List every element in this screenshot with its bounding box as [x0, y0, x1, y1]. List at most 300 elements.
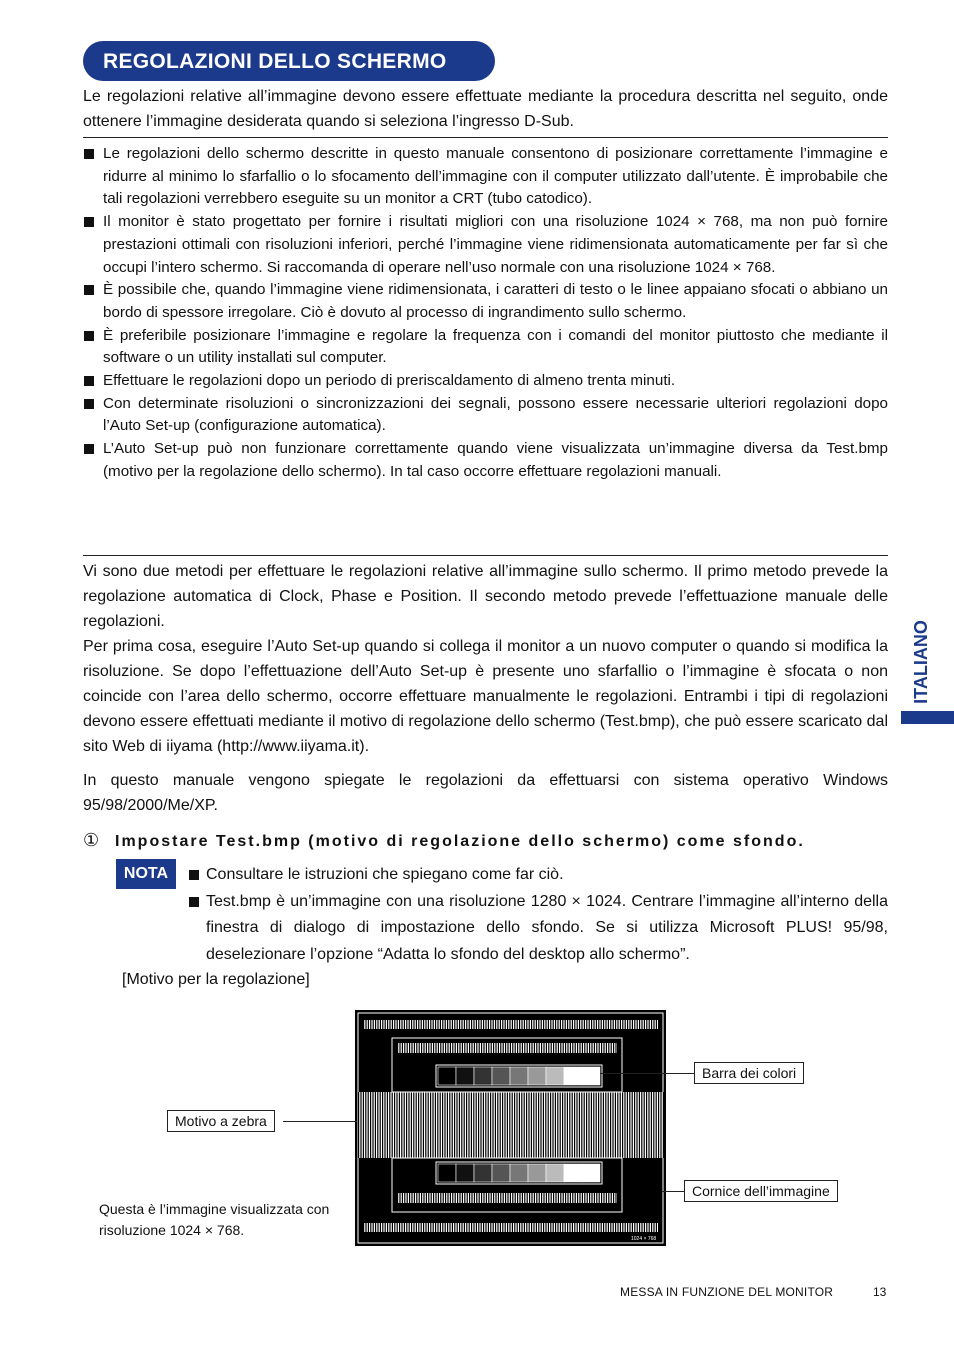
- zebra-line: [524, 1043, 525, 1053]
- zebra-line: [486, 1043, 487, 1053]
- zebra-line: [495, 1043, 496, 1053]
- zebra-line: [387, 1223, 388, 1232]
- zebra-line: [438, 1043, 439, 1053]
- zebra-line: [392, 1223, 393, 1232]
- zebra-line: [634, 1223, 635, 1232]
- top-divider: [83, 137, 888, 138]
- zebra-line: [536, 1092, 537, 1158]
- zebra-line: [593, 1092, 594, 1158]
- color-bar-swatch: [582, 1164, 600, 1182]
- zebra-line: [495, 1193, 496, 1203]
- zebra-line: [562, 1020, 563, 1029]
- zebra-line: [558, 1193, 559, 1203]
- zebra-line: [404, 1043, 405, 1053]
- zebra-line: [546, 1193, 547, 1203]
- zebra-line: [553, 1193, 554, 1203]
- zebra-line: [498, 1193, 499, 1203]
- zebra-line: [368, 1092, 369, 1158]
- zebra-line: [440, 1092, 441, 1158]
- zebra-line: [507, 1020, 508, 1029]
- zebra-line: [490, 1223, 491, 1232]
- zebra-line: [557, 1092, 558, 1158]
- zebra-line: [474, 1043, 475, 1053]
- zebra-line: [541, 1223, 542, 1232]
- zebra-line: [603, 1020, 604, 1029]
- zebra-line: [440, 1043, 441, 1053]
- zebra-line: [457, 1043, 458, 1053]
- zebra-line: [452, 1193, 453, 1203]
- zebra-line: [553, 1020, 554, 1029]
- zebra-line: [481, 1043, 482, 1053]
- zebra-line: [615, 1223, 616, 1232]
- zebra-line: [428, 1043, 429, 1053]
- zebra-line: [483, 1193, 484, 1203]
- zebra-line: [529, 1043, 530, 1053]
- zebra-line: [608, 1193, 609, 1203]
- zebra-line: [431, 1193, 432, 1203]
- zebra-line: [404, 1020, 405, 1029]
- zebra-line: [612, 1092, 613, 1158]
- zebra-line: [512, 1092, 513, 1158]
- zebra-line: [510, 1193, 511, 1203]
- zebra-line: [413, 1092, 414, 1158]
- zebra-line: [483, 1020, 484, 1029]
- zebra-line: [397, 1193, 398, 1203]
- zebra-line: [505, 1223, 506, 1232]
- zebra-line: [646, 1020, 647, 1029]
- zebra-line: [404, 1092, 405, 1158]
- zebra-line: [389, 1223, 390, 1232]
- zebra-line: [536, 1020, 537, 1029]
- zebra-line: [624, 1092, 625, 1158]
- color-bar-swatch: [546, 1164, 564, 1182]
- zebra-line: [522, 1043, 523, 1053]
- step-text: Impostare Test.bmp (motivo di regolazione dello schermo) come sfondo.: [115, 833, 805, 850]
- zebra-line: [478, 1020, 479, 1029]
- zebra-line: [548, 1092, 549, 1158]
- zebra-line: [428, 1092, 429, 1158]
- zebra-line: [409, 1043, 410, 1053]
- zebra-line: [579, 1043, 580, 1053]
- zebra-line: [512, 1193, 513, 1203]
- zebra-line: [543, 1020, 544, 1029]
- zebra-line: [615, 1092, 616, 1158]
- zebra-line: [524, 1092, 525, 1158]
- zebra-line: [632, 1223, 633, 1232]
- zebra-line: [555, 1020, 556, 1029]
- zebra-line: [529, 1020, 530, 1029]
- zebra-line: [599, 1193, 600, 1203]
- zebra-line: [423, 1223, 424, 1232]
- zebra-line: [606, 1193, 607, 1203]
- zebra-line: [411, 1020, 412, 1029]
- zebra-line: [370, 1092, 371, 1158]
- zebra-line: [567, 1092, 568, 1158]
- zebra-line: [504, 1092, 505, 1158]
- zebra-line: [538, 1092, 539, 1158]
- zebra-line: [546, 1043, 547, 1053]
- zebra-line: [443, 1193, 444, 1203]
- zebra-line: [456, 1092, 457, 1158]
- test-pattern-image: [355, 1010, 666, 1246]
- zebra-line: [370, 1020, 371, 1029]
- zebra-line: [461, 1223, 462, 1232]
- zebra-line: [528, 1092, 529, 1158]
- nota-badge: NOTA: [116, 859, 176, 889]
- zebra-line: [646, 1092, 647, 1158]
- zebra-line: [399, 1223, 400, 1232]
- zebra-line: [545, 1223, 546, 1232]
- zebra-line: [625, 1223, 626, 1232]
- zebra-line: [464, 1092, 465, 1158]
- step-1: [83, 828, 903, 854]
- list-item: Con determinate risoluzioni o sincronizzazioni dei segnali, possono essere necessarie ulteriori regolazioni dopo l’Auto Set-up (configurazione automatica).: [83, 393, 888, 438]
- zebra-line: [394, 1092, 395, 1158]
- zebra-line: [394, 1223, 395, 1232]
- color-bar-swatch: [474, 1067, 492, 1085]
- zebra-line: [433, 1043, 434, 1053]
- zebra-line: [613, 1020, 614, 1029]
- zebra-line: [377, 1092, 378, 1158]
- zebra-line: [365, 1092, 366, 1158]
- zebra-line: [507, 1043, 508, 1053]
- zebra-line: [407, 1193, 408, 1203]
- color-bar-swatch: [456, 1067, 474, 1085]
- zebra-line: [397, 1223, 398, 1232]
- zebra-line: [591, 1043, 592, 1053]
- zebra-line: [531, 1043, 532, 1053]
- zebra-line: [404, 1193, 405, 1203]
- zebra-line: [505, 1020, 506, 1029]
- zebra-line: [447, 1092, 448, 1158]
- zebra-line: [567, 1193, 568, 1203]
- zebra-line: [425, 1092, 426, 1158]
- bottom-divider: [83, 555, 888, 556]
- zebra-line: [569, 1223, 570, 1232]
- zebra-line: [428, 1223, 429, 1232]
- zebra-line: [586, 1020, 587, 1029]
- zebra-line: [576, 1092, 577, 1158]
- zebra-line: [516, 1092, 517, 1158]
- zebra-line: [491, 1043, 492, 1053]
- zebra-line: [394, 1020, 395, 1029]
- zebra-line: [605, 1092, 606, 1158]
- zebra-line: [377, 1223, 378, 1232]
- zebra-line: [526, 1020, 527, 1029]
- zebra-line: [447, 1223, 448, 1232]
- zebra-line: [589, 1223, 590, 1232]
- zebra-line: [431, 1043, 432, 1053]
- zebra-line: [375, 1020, 376, 1029]
- zebra-line: [414, 1193, 415, 1203]
- zebra-line: [457, 1020, 458, 1029]
- zebra-line: [541, 1020, 542, 1029]
- zebra-line: [627, 1092, 628, 1158]
- zebra-line: [416, 1092, 417, 1158]
- zebra-line: [435, 1092, 436, 1158]
- language-tab-bar: [901, 711, 954, 724]
- zebra-line: [411, 1193, 412, 1203]
- zebra-line: [611, 1193, 612, 1203]
- color-bar-swatch: [492, 1164, 510, 1182]
- zebra-line: [555, 1092, 556, 1158]
- zebra-line: [402, 1043, 403, 1053]
- zebra-line: [567, 1020, 568, 1029]
- zebra-line: [641, 1020, 642, 1029]
- zebra-line: [634, 1020, 635, 1029]
- zebra-line: [440, 1223, 441, 1232]
- zebra-line: [548, 1020, 549, 1029]
- zebra-line: [423, 1043, 424, 1053]
- zebra-line: [389, 1092, 390, 1158]
- zebra-line: [601, 1223, 602, 1232]
- zebra-line: [457, 1193, 458, 1203]
- zebra-line: [613, 1223, 614, 1232]
- zebra-line: [521, 1223, 522, 1232]
- zebra-line: [575, 1043, 576, 1053]
- zebra-line: [432, 1092, 433, 1158]
- list-item: Le regolazioni dello schermo descritte in questo manuale consentono di posizionare correttamente l’immagine e ridurre al minimo lo sfarfallio o lo sfocamento dell’immagine con il computer utilizzato dall’utente. È improbabile che tali regolazioni verrebbero eseguite su un monitor a CRT (tubo catodico).: [83, 143, 888, 211]
- list-item: L’Auto Set-up può non funzionare correttamente quando viene visualizzata un’immagine diversa da Test.bmp (motivo per la regolazione dello schermo). In tal caso occorre effettuare regolazioni manuali.: [83, 438, 888, 483]
- zebra-line: [579, 1092, 580, 1158]
- zebra-line: [509, 1092, 510, 1158]
- zebra-line: [423, 1193, 424, 1203]
- footer-label: MESSA IN FUNZIONE DEL MONITOR: [620, 1285, 834, 1299]
- zebra-line: [545, 1092, 546, 1158]
- zebra-line: [562, 1223, 563, 1232]
- zebra-line: [531, 1223, 532, 1232]
- zebra-line: [598, 1223, 599, 1232]
- zebra-line: [401, 1020, 402, 1029]
- pattern-caption: [Motivo per la regolazione]: [122, 971, 310, 988]
- zebra-line: [519, 1043, 520, 1053]
- zebra-line: [509, 1223, 510, 1232]
- zebra-line: [459, 1092, 460, 1158]
- zebra-line: [639, 1092, 640, 1158]
- zebra-line: [560, 1092, 561, 1158]
- zebra-line: [519, 1020, 520, 1029]
- zebra-line: [416, 1193, 417, 1203]
- zebra-line: [548, 1223, 549, 1232]
- zebra-line: [452, 1223, 453, 1232]
- zebra-line: [567, 1043, 568, 1053]
- leader-color-bar: [600, 1073, 694, 1074]
- zebra-line: [459, 1043, 460, 1053]
- zebra-line: [514, 1020, 515, 1029]
- zebra-line: [466, 1223, 467, 1232]
- zebra-line: [577, 1193, 578, 1203]
- zebra-line: [596, 1092, 597, 1158]
- color-bar-bottom: [436, 1162, 602, 1184]
- zebra-line: [401, 1092, 402, 1158]
- zebra-line: [471, 1092, 472, 1158]
- zebra-line: [449, 1020, 450, 1029]
- zebra-line: [375, 1092, 376, 1158]
- zebra-line: [632, 1092, 633, 1158]
- leader-zebra: [283, 1121, 357, 1122]
- zebra-line: [442, 1020, 443, 1029]
- zebra-line: [594, 1193, 595, 1203]
- zebra-line: [550, 1092, 551, 1158]
- zebra-line: [587, 1193, 588, 1203]
- zebra-line: [553, 1223, 554, 1232]
- zebra-line: [589, 1020, 590, 1029]
- list-item: Effettuare le regolazioni dopo un periodo di preriscaldamento di almeno trenta minuti.: [83, 370, 888, 393]
- zebra-line: [603, 1043, 604, 1053]
- zebra-line: [421, 1223, 422, 1232]
- zebra-line: [629, 1092, 630, 1158]
- zebra-line: [500, 1193, 501, 1203]
- zebra-line: [531, 1193, 532, 1203]
- zebra-line: [510, 1043, 511, 1053]
- zebra-line: [536, 1193, 537, 1203]
- zebra-line: [418, 1223, 419, 1232]
- zebra-line: [382, 1092, 383, 1158]
- list-item: Test.bmp è un’immagine con una risoluzione 1280 × 1024. Centrare l’immagine all’interno della finestra di dialogo di impostazione dello sfondo. Se si utilizza Microsoft PLUS! 95/98, deselezionare l’opzione “Adatta lo sfondo del desktop allo schermo”.: [188, 889, 888, 969]
- zebra-line: [553, 1043, 554, 1053]
- zebra-line: [610, 1092, 611, 1158]
- zebra-line: [411, 1043, 412, 1053]
- zebra-line: [433, 1020, 434, 1029]
- zebra-line: [548, 1043, 549, 1053]
- zebra-line: [596, 1193, 597, 1203]
- zebra-line: [503, 1193, 504, 1203]
- zebra-line: [420, 1092, 421, 1158]
- zebra-pattern-middle: [358, 1092, 664, 1158]
- zebra-line: [454, 1223, 455, 1232]
- zebra-line: [651, 1092, 652, 1158]
- color-bar-swatch: [438, 1164, 456, 1182]
- zebra-line: [524, 1223, 525, 1232]
- zebra-line: [622, 1020, 623, 1029]
- zebra-line: [540, 1092, 541, 1158]
- color-bar-swatch: [582, 1067, 600, 1085]
- zebra-line: [591, 1223, 592, 1232]
- zebra-line: [603, 1223, 604, 1232]
- zebra-line: [584, 1020, 585, 1029]
- zebra-line: [440, 1020, 441, 1029]
- zebra-line: [599, 1043, 600, 1053]
- zebra-line: [413, 1020, 414, 1029]
- zebra-line: [368, 1020, 369, 1029]
- zebra-line: [480, 1092, 481, 1158]
- zebra-line: [413, 1223, 414, 1232]
- zebra-line: [490, 1092, 491, 1158]
- zebra-line: [536, 1043, 537, 1053]
- zebra-line: [649, 1223, 650, 1232]
- color-bar-top: [436, 1065, 602, 1087]
- zebra-line: [543, 1193, 544, 1203]
- zebra-line: [613, 1193, 614, 1203]
- zebra-line: [527, 1043, 528, 1053]
- zebra-line: [471, 1223, 472, 1232]
- zebra-line: [464, 1223, 465, 1232]
- zebra-line: [455, 1193, 456, 1203]
- zebra-line: [428, 1193, 429, 1203]
- zebra-line: [425, 1020, 426, 1029]
- zebra-line: [524, 1020, 525, 1029]
- zebra-line: [380, 1092, 381, 1158]
- zebra-line: [445, 1193, 446, 1203]
- zebra-line: [629, 1223, 630, 1232]
- zebra-line: [469, 1043, 470, 1053]
- zebra-line: [593, 1223, 594, 1232]
- zebra-background: [397, 1043, 617, 1053]
- language-tab: [901, 610, 954, 724]
- zebra-line: [507, 1092, 508, 1158]
- zebra-line: [502, 1020, 503, 1029]
- zebra-line: [591, 1092, 592, 1158]
- zebra-line: [435, 1020, 436, 1029]
- color-bar-swatch: [492, 1067, 510, 1085]
- zebra-line: [392, 1020, 393, 1029]
- zebra-line: [615, 1193, 616, 1203]
- zebra-line: [615, 1020, 616, 1029]
- section-title: REGOLAZIONI DELLO SCHERMO: [83, 41, 495, 81]
- zebra-line: [476, 1092, 477, 1158]
- zebra-line: [471, 1020, 472, 1029]
- zebra-line: [596, 1043, 597, 1053]
- zebra-line: [437, 1223, 438, 1232]
- zebra-line: [478, 1092, 479, 1158]
- zebra-line: [425, 1223, 426, 1232]
- language-tab-label: ITALIANO: [911, 620, 931, 704]
- zebra-line: [534, 1193, 535, 1203]
- zebra-line: [500, 1020, 501, 1029]
- nota-list: [188, 862, 888, 968]
- zebra-line: [529, 1223, 530, 1232]
- zebra-line: [569, 1092, 570, 1158]
- color-bar-swatch: [510, 1067, 528, 1085]
- zebra-line: [454, 1020, 455, 1029]
- page-number: 13: [873, 1285, 887, 1299]
- zebra-line: [476, 1043, 477, 1053]
- zebra-line: [617, 1223, 618, 1232]
- zebra-line: [605, 1223, 606, 1232]
- zebra-line: [519, 1092, 520, 1158]
- zebra-strip-bottom: [363, 1223, 658, 1232]
- zebra-line: [485, 1223, 486, 1232]
- zebra-line: [538, 1020, 539, 1029]
- zebra-line: [653, 1020, 654, 1029]
- zebra-line: [620, 1223, 621, 1232]
- zebra-line: [596, 1223, 597, 1232]
- color-bar-swatch: [456, 1164, 474, 1182]
- zebra-line: [581, 1092, 582, 1158]
- zebra-line: [372, 1092, 373, 1158]
- zebra-line: [483, 1223, 484, 1232]
- zebra-line: [588, 1092, 589, 1158]
- zebra-line: [512, 1020, 513, 1029]
- zebra-line: [574, 1092, 575, 1158]
- zebra-line: [634, 1092, 635, 1158]
- zebra-line: [457, 1223, 458, 1232]
- zebra-line: [500, 1043, 501, 1053]
- zebra-line: [565, 1020, 566, 1029]
- callout-color-bar: Barra dei colori: [694, 1062, 804, 1084]
- zebra-line: [617, 1092, 618, 1158]
- zebra-line: [447, 1020, 448, 1029]
- zebra-line: [629, 1020, 630, 1029]
- color-bar-swatch: [564, 1067, 582, 1085]
- zebra-line: [548, 1193, 549, 1203]
- zebra-line: [514, 1223, 515, 1232]
- zebra-line: [449, 1092, 450, 1158]
- zebra-line: [445, 1223, 446, 1232]
- zebra-line: [430, 1020, 431, 1029]
- zebra-line: [533, 1092, 534, 1158]
- zebra-line: [529, 1193, 530, 1203]
